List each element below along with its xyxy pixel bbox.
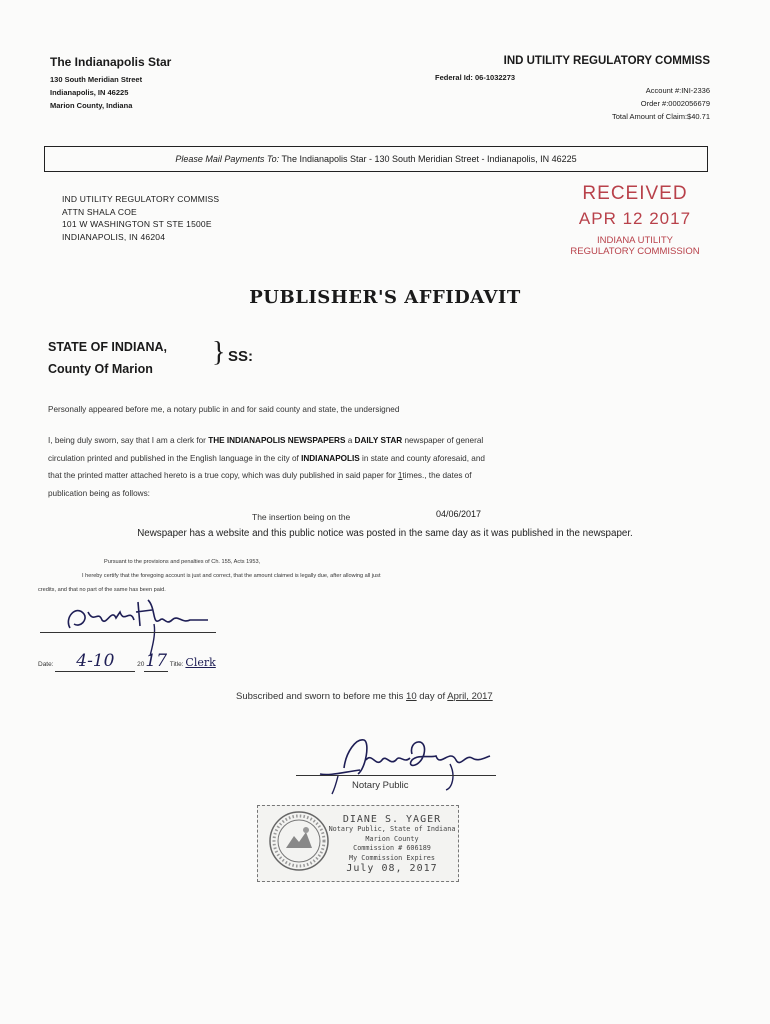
seal-line2: Marion County [365,834,419,843]
city-name: INDIANAPOLIS [301,453,360,463]
newspaper-name: THE INDIANAPOLIS NEWSPAPERS [208,436,346,445]
sworn-paragraph [48,432,588,502]
subscribed-month-year: April, 2017 [447,691,493,702]
publisher-name: The Indianapolis Star [50,55,172,69]
client-name: IND UTILITY REGULATORY COMMISS [503,55,710,67]
seal-line1: Notary Public, State of Indiana [328,825,456,833]
year-prefix: 20 [137,661,145,668]
circulation-text-2: in state and county aforesaid, and [362,453,485,463]
certify-line2: I hereby certify that the foregoing account is just and correct, that the amount claimed is legally due, after allowing all just [82,573,381,579]
recipient-line1: IND UTILITY REGULATORY COMMISS [62,194,220,204]
subscribed-middle: day of [419,691,446,702]
sworn-text-1: I, being duly sworn, say that I am a clerk for [48,436,206,445]
total-claim: Total Amount of Claim:$40.71 [612,112,710,121]
venue [48,336,167,380]
notary-label: Notary Public [352,780,409,791]
recipient-line3: 101 W WASHINGTON ST STE 1500E [62,219,212,229]
mail-payments-box [44,146,708,172]
sworn-line1 [48,432,588,450]
appeared-paragraph: Personally appeared before me, a notary public in and for said county and state, the undersigned [48,405,400,414]
insertion-label: The insertion being on the [252,512,351,522]
year-value: 17 [145,651,168,671]
notary-seal-text [322,814,462,874]
title-label: Title: [169,661,184,668]
seal-expires: July 08, 2017 [346,863,438,874]
seal-name: DIANE S. YAGER [342,814,442,825]
seal-line3: Commission # 606189 [353,844,431,852]
times-count: 1 [397,471,403,480]
subscribed-line [236,691,493,702]
mail-payments-label: Please Mail Payments To: [175,154,280,164]
received-org-line1: INDIANA UTILITY [596,235,673,246]
seal-line4: My Commission Expires [349,853,435,862]
recipient-line4: INDIANAPOLIS, IN 46204 [62,231,166,242]
daily-star: DAILY STAR [354,436,403,445]
received-date: APR 12 2017 [578,209,692,228]
subscribed-prefix: Subscribed and sworn to before me this [236,691,404,702]
received-stamp [555,183,715,257]
received-word: RECEIVED [582,183,688,204]
account-number: Account #:INI-2336 [645,86,710,95]
mail-payments-text: The Indianapolis Star - 130 South Meridian Street - Indianapolis, IN 46225 [281,154,577,164]
dates-follow: publication being as follows: [48,488,150,498]
venue-state: STATE OF INDIANA, [48,340,167,354]
notary-signature-line [296,775,496,776]
publisher-address-line1: 130 South Meridian Street [50,75,143,84]
circulation-text-1: circulation printed and published in the English language in the city of [48,453,299,463]
venue-county: County Of Marion [48,362,153,376]
sworn-line2 [48,450,588,468]
date-label: Date: [38,661,54,668]
notary-seal-emblem-icon [268,810,330,872]
insertion-date: 04/06/2017 [436,509,482,519]
publisher-address-line2: Indianapolis, IN 46225 [50,88,129,97]
recipient-address [62,193,219,243]
clerk-signature [60,590,220,660]
sworn-text-3: newspaper of general [404,436,484,445]
title-value: Clerk [185,656,216,669]
document-title: PUBLISHER'S AFFIDAVIT [249,287,521,308]
date-row [38,651,216,672]
received-org-line2: REGULATORY COMMISSION [570,246,700,257]
website-statement: Newspaper has a website and this public notice was posted in the same day as it was published in the newspaper. [137,528,633,539]
matter-text-2: times., the dates of [402,471,472,480]
subscribed-day: 10 [406,691,417,702]
certify-line3: credits, and that no part of the same has been paid. [38,587,166,593]
certify-line1: Pursuant to the provisions and penalties of Ch. 155, Acts 1953, [104,559,261,565]
sworn-line3 [48,467,588,485]
venue-brace: } [212,337,226,368]
publisher-address [50,73,142,112]
sworn-text-2: a [347,436,353,445]
matter-text-1: that the printed matter attached hereto is a true copy, which was duly published in said paper for [48,471,396,480]
clerk-signature-line [40,632,216,633]
date-value: 4-10 [76,651,115,671]
recipient-line2: ATTN SHALA COE [62,206,137,217]
publisher-address-line3: Marion County, Indiana [50,101,133,110]
account-info [612,84,710,123]
federal-id: Federal Id: 06-1032273 [435,73,516,82]
venue-ss: SS: [228,348,254,365]
order-number: Order #:0002056679 [640,99,710,108]
